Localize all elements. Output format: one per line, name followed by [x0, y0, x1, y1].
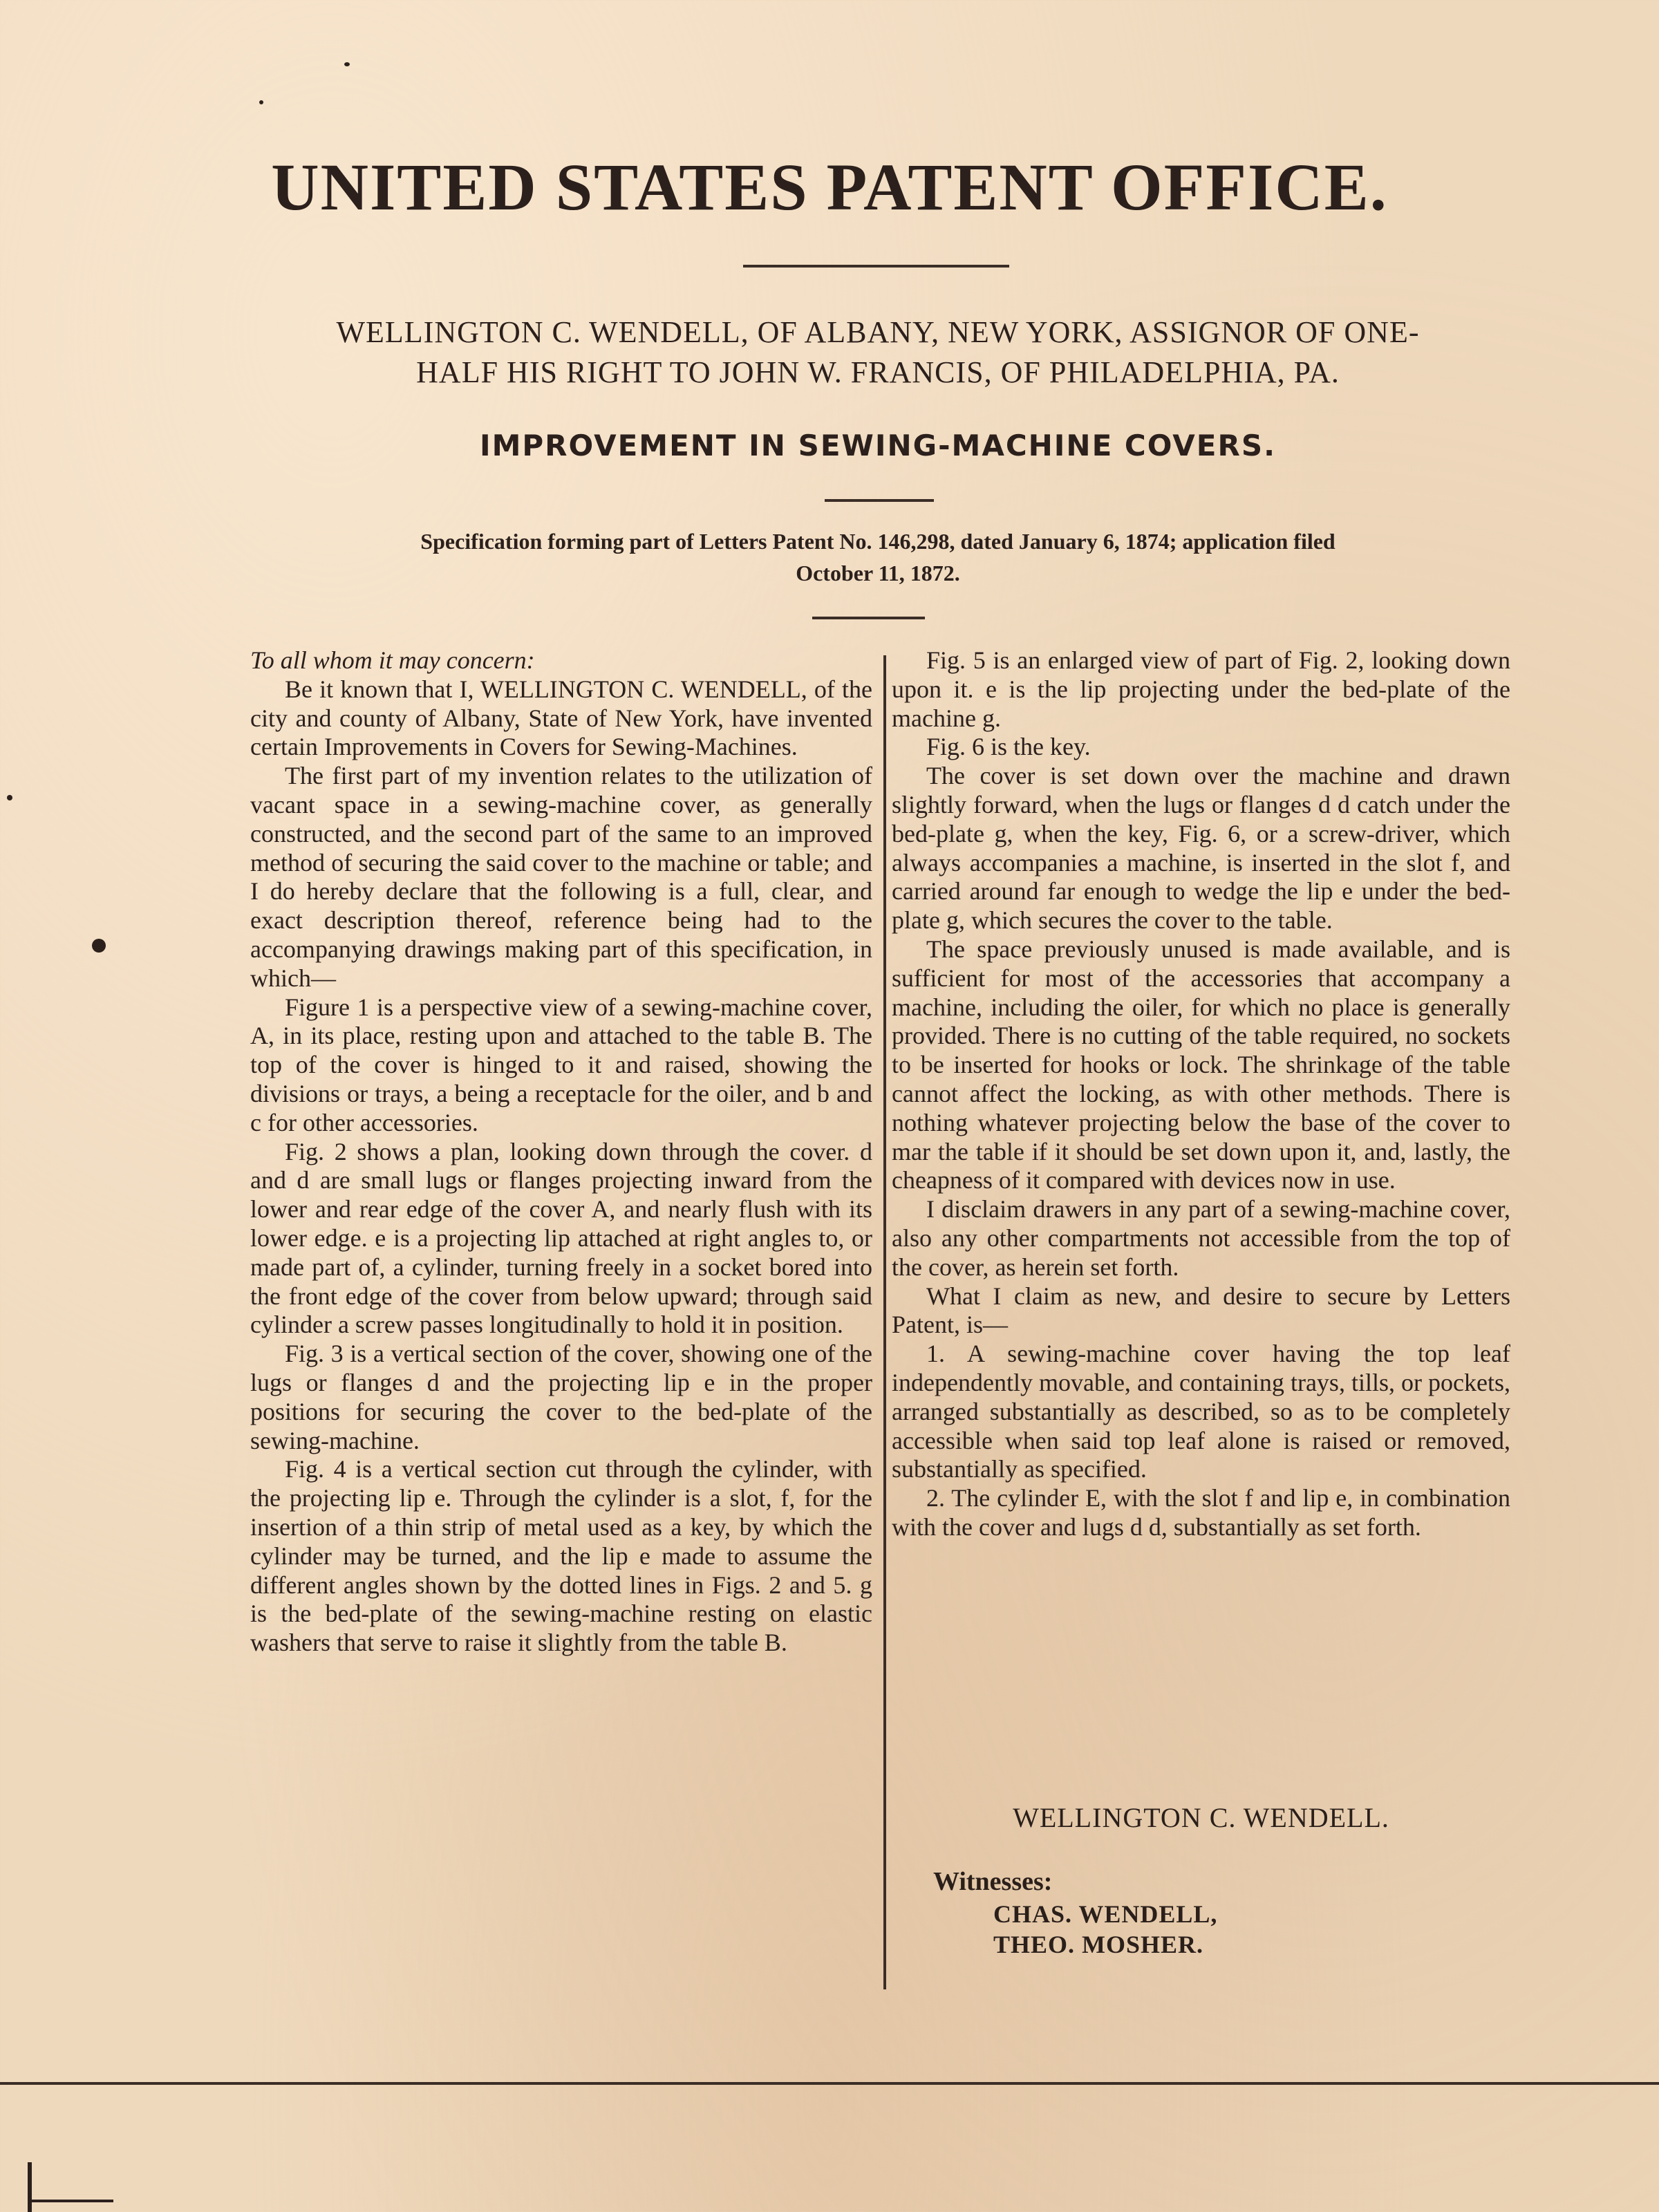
witness-name: CHAS. WENDELL, [993, 1900, 1218, 1928]
left-column [250, 646, 872, 1658]
specification-line-2: October 11, 1872. [796, 561, 960, 585]
improvement-rule [825, 499, 934, 502]
paragraph: Fig. 4 is a vertical section cut through the cylinder, with the projecting lip e. Through the cylinder is a slot, f, for the insertion of a thin strip of metal used as a key, by which the cylinder may be turned, and the lip e made to assume the different angles shown by the dotted lines in Figs. 2 and 5. g is the bed-plate of the sewing-machine resting on elastic washers that serve to raise it slightly from the table B. [250, 1455, 872, 1657]
ink-speck [92, 939, 106, 953]
witnesses-label: Witnesses: [933, 1867, 1053, 1896]
paragraph: Fig. 3 is a vertical section of the cover, showing one of the lugs or flanges d and the projecting lip e in the proper positions for securing the cover to the bed-plate of the sewing-machine. [250, 1340, 872, 1454]
page-title: UNITED STATES PATENT OFFICE. [271, 150, 1388, 224]
inventor-signature: WELLINGTON C. WENDELL. [1013, 1802, 1389, 1833]
paragraph: The space previously unused is made available, and is sufficient for most of the accessories that accompany a machine, including the oiler, for which no place is generally provided. There is no cutting of the table required, no sockets to be inserted for hooks or lock. The shrinkage of the table cannot affect the locking, as with other methods. There is nothing whatever projecting below the base of the cover to mar the table if it should be set down upon it, and, lastly, the cheapness of it compared with devices now in use. [892, 935, 1510, 1194]
inventor-line-1: WELLINGTON C. WENDELL, OF ALBANY, NEW YORK, ASSIGNOR OF ONE- [336, 315, 1420, 349]
paragraph: The cover is set down over the machine and drawn slightly forward, when the lugs or flanges d d catch under the bed-plate g, when the key, Fig. 6, or a screw-driver, which always accompanies a machine, is inserted in the slot f, and carried around far enough to wedge the lip e under the bed-plate g, which secures the cover to the table. [892, 762, 1510, 935]
ink-speck [344, 62, 350, 66]
inventor-block [249, 312, 1507, 393]
paragraph: Figure 1 is a perspective view of a sewing-machine cover, A, in its place, resting upon and attached to the table B. The top of the cover is hinged to it and raised, showing the divisions or trays, a being a receptacle for the oiler, and b and c for other accessories. [250, 993, 872, 1136]
paragraph: Fig. 2 shows a plan, looking down through the cover. d and d are small lugs or flanges projecting inward from the lower and rear edge of the cover A, and nearly flush with its lower edge. e is a projecting lip attached at right angles to, or made part of, a cylinder, turning freely in a socket bored into the front edge of the cover from below upward; through said cylinder a screw passes longitudinally to hold it in position. [250, 1137, 872, 1339]
witness-name: THEO. MOSHER. [993, 1931, 1204, 1958]
improvement-heading: IMPROVEMENT IN SEWING-MACHINE COVERS. [479, 429, 1277, 462]
paragraph: Fig. 5 is an enlarged view of part of Fig. 2, looking down upon it. e is the lip projecting under the bed-plate of the machine g. [892, 646, 1510, 732]
claim-paragraph: 1. A sewing-machine cover having the top leaf independently movable, and containing trays, tills, or pockets, arranged substantially as described, so as to be completely accessible when said top leaf alone is raised or removed, substantially as specified. [892, 1340, 1510, 1483]
specification-line-1: Specification forming part of Letters Patent No. 146,298, dated January 6, 1874; application filed [420, 529, 1335, 554]
ink-speck [259, 100, 263, 104]
paragraph: What I claim as new, and desire to secure by Letters Patent, is— [892, 1282, 1510, 1339]
inventor-line-2: HALF HIS RIGHT TO JOHN W. FRANCIS, OF PHILADELPHIA, PA. [416, 355, 1340, 389]
title-rule [743, 265, 1009, 268]
paragraph: The first part of my invention relates to the utilization of vacant space in a sewing-machine cover, as generally constructed, and the second part of the same to an improved method of securing the said cover to the machine or table; and I do hereby declare that the following is a full, clear, and exact description thereof, reference being had to the accompanying drawings making part of this specification, in which— [250, 762, 872, 992]
corner-mark [28, 2200, 113, 2202]
corner-mark [28, 2162, 32, 2212]
claim-paragraph: 2. The cylinder E, with the slot f and lip e, in combination with the cover and lugs d d, substantially as set forth. [892, 1484, 1510, 1541]
bottom-rule [0, 2082, 1659, 2085]
salutation: To all whom it may concern: [250, 646, 535, 674]
paragraph: I disclaim drawers in any part of a sewing-machine cover, also any other compartments not accessible from the top of the cover, as herein set forth. [892, 1195, 1510, 1281]
specification-rule [812, 617, 925, 619]
paragraph: Be it known that I, WELLINGTON C. WENDELL, of the city and county of Albany, State of New York, have invented certain Improvements in Covers for Sewing-Machines. [250, 675, 872, 761]
ink-speck [7, 795, 12, 800]
column-divider [883, 655, 886, 1989]
specification-block [270, 525, 1486, 589]
right-column [892, 646, 1510, 1542]
paragraph: Fig. 6 is the key. [926, 733, 1091, 761]
